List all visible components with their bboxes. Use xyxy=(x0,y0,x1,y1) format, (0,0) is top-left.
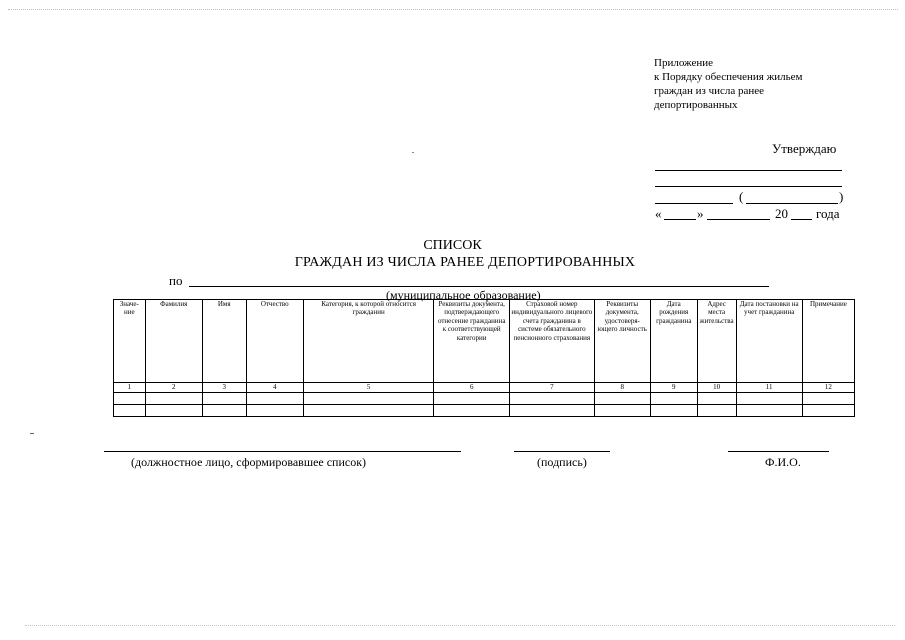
official-caption: (должностное лицо, сформировавшее список) xyxy=(131,455,367,469)
column-number: 5 xyxy=(303,383,434,393)
signature-line[interactable] xyxy=(514,451,610,452)
table-cell[interactable] xyxy=(303,405,434,417)
header-cell-number: Значе-ние xyxy=(114,300,146,383)
table-cell[interactable] xyxy=(802,393,854,405)
document-title: СПИСОК xyxy=(423,238,482,253)
header-cell-insurance-number: Страховой номер индивидуального лицевого счета гражданина в системе обязательного пенсионного страхования xyxy=(509,300,594,383)
table-cell[interactable] xyxy=(736,393,802,405)
name-line[interactable] xyxy=(728,451,829,452)
date-year-line[interactable] xyxy=(791,219,812,220)
scan-speck xyxy=(30,433,34,434)
column-number: 10 xyxy=(697,383,736,393)
column-number: 8 xyxy=(594,383,650,393)
appendix-line: к Порядку обеспечения жильем xyxy=(654,71,803,83)
column-number: 12 xyxy=(802,383,854,393)
header-cell-category: Категория, к которой относится гражданин xyxy=(303,300,434,383)
table-cell[interactable] xyxy=(246,405,303,417)
appendix-line: депортированных xyxy=(654,99,738,111)
header-cell-patronymic: Отчество xyxy=(246,300,303,383)
approval-name-line[interactable] xyxy=(746,203,838,204)
by-label: по xyxy=(169,273,183,288)
approval-paren-open: ( xyxy=(739,189,744,204)
column-number: 1 xyxy=(114,383,146,393)
appendix-line: Приложение xyxy=(654,57,714,69)
approval-label: Утверждаю xyxy=(772,141,837,156)
date-open-quote: « xyxy=(655,206,662,221)
table-cell[interactable] xyxy=(594,405,650,417)
table-cell[interactable] xyxy=(650,393,697,405)
municipality-caption: (муниципальное образование) xyxy=(386,288,541,302)
table-cell[interactable] xyxy=(145,393,202,405)
table-cell[interactable] xyxy=(434,393,510,405)
header-cell-note: Примечание xyxy=(802,300,854,383)
header-cell-registration-date: Дата постановки на учет гражданина xyxy=(736,300,802,383)
column-number: 9 xyxy=(650,383,697,393)
column-number: 3 xyxy=(202,383,246,393)
date-month-line[interactable] xyxy=(707,219,770,220)
header-cell-identity-document: Реквизиты документа, удостоверя-ющего личность xyxy=(594,300,650,383)
table-cell[interactable] xyxy=(509,405,594,417)
name-caption: Ф.И.О. xyxy=(765,455,801,469)
scan-speck xyxy=(412,152,414,153)
column-number: 2 xyxy=(145,383,202,393)
column-number: 6 xyxy=(434,383,510,393)
municipality-line[interactable] xyxy=(189,286,769,287)
header-cell-category-document: Реквизиты документа, подтверждающего отнесение гражданина к соответствующей категории xyxy=(434,300,510,383)
date-year-prefix: 20 xyxy=(775,206,788,221)
table-row xyxy=(114,393,855,405)
table-cell[interactable] xyxy=(303,393,434,405)
column-number: 11 xyxy=(736,383,802,393)
table-cell[interactable] xyxy=(697,393,736,405)
table-cell[interactable] xyxy=(202,405,246,417)
date-close-quote: » xyxy=(697,206,704,221)
table-row xyxy=(114,405,855,417)
date-day-line[interactable] xyxy=(664,219,696,220)
table-cell[interactable] xyxy=(434,405,510,417)
header-cell-surname: Фамилия xyxy=(145,300,202,383)
official-line[interactable] xyxy=(104,451,461,452)
citizens-table xyxy=(113,299,855,417)
date-year-suffix: года xyxy=(816,206,840,221)
table-cell[interactable] xyxy=(736,405,802,417)
appendix-note xyxy=(654,56,802,112)
header-cell-address: Адрес места жительства xyxy=(697,300,736,383)
table-cell[interactable] xyxy=(650,405,697,417)
table-cell[interactable] xyxy=(594,393,650,405)
approval-position-line-2[interactable] xyxy=(655,186,842,187)
scan-edge-top xyxy=(8,9,898,10)
scan-edge-bottom xyxy=(25,625,895,626)
appendix-line: граждан из числа ранее xyxy=(654,85,765,97)
column-number: 7 xyxy=(509,383,594,393)
signature-caption: (подпись) xyxy=(537,455,587,469)
table-cell[interactable] xyxy=(802,405,854,417)
table-cell[interactable] xyxy=(114,405,146,417)
table-cell[interactable] xyxy=(114,393,146,405)
table-cell[interactable] xyxy=(202,393,246,405)
table-cell[interactable] xyxy=(145,405,202,417)
table-cell[interactable] xyxy=(509,393,594,405)
header-cell-name: Имя xyxy=(202,300,246,383)
document-subtitle: ГРАЖДАН ИЗ ЧИСЛА РАНЕЕ ДЕПОРТИРОВАННЫХ xyxy=(294,255,636,270)
column-number: 4 xyxy=(246,383,303,393)
approval-signature-line[interactable] xyxy=(655,203,733,204)
approval-position-line[interactable] xyxy=(655,170,842,171)
approval-paren-close: ) xyxy=(839,189,844,204)
table-cell[interactable] xyxy=(697,405,736,417)
header-cell-birth-date: Дата рождения гражданина xyxy=(650,300,697,383)
table-cell[interactable] xyxy=(246,393,303,405)
